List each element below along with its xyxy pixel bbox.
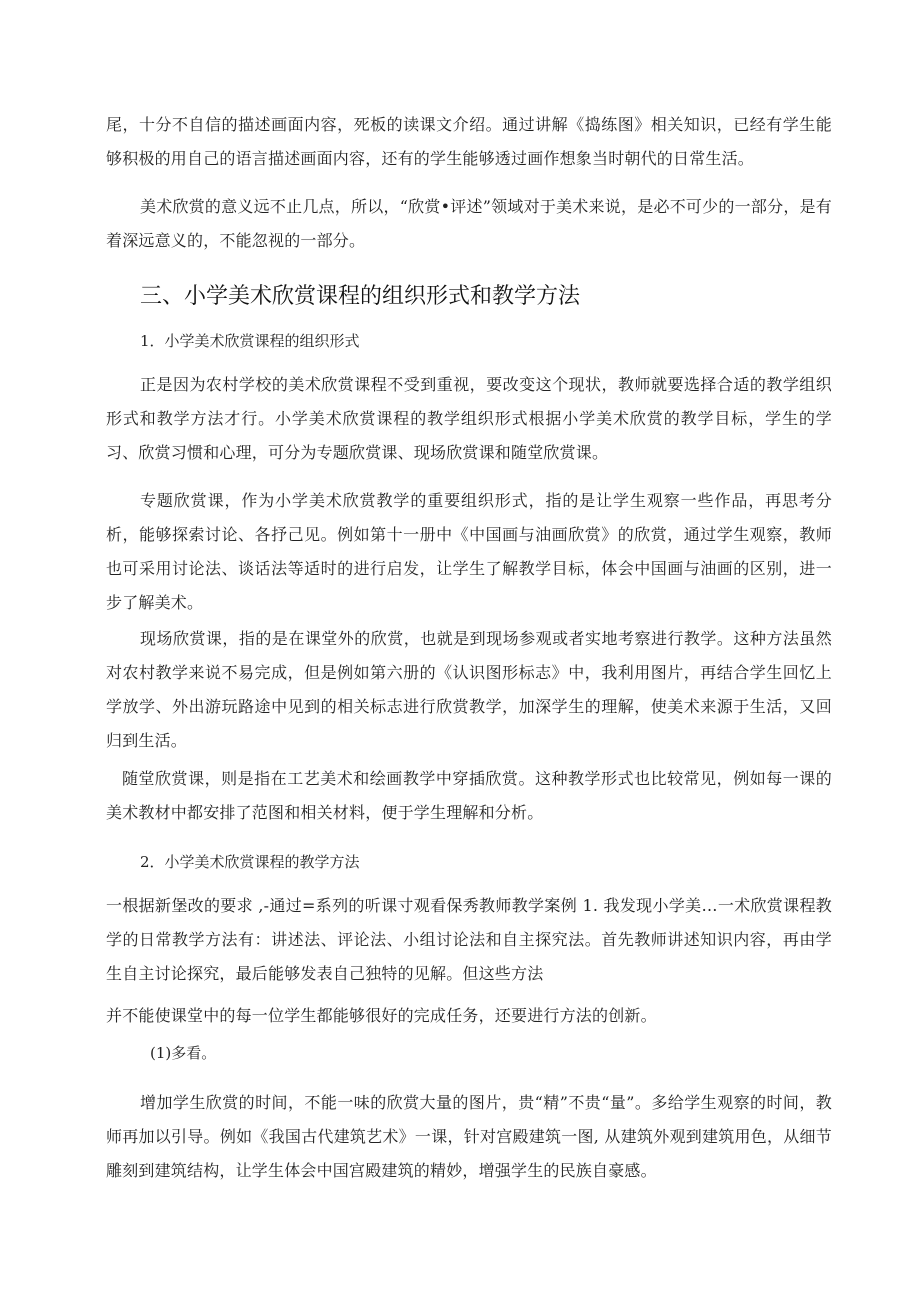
subheading-organization-forms: 1．小学美术欣赏课程的组织形式 <box>140 332 360 350</box>
paragraph-organization-intro: 正是因为农村学校的美术欣赏课程不受到重视，要改变这个现状，教师就要选择合适的教学组织形式和教学方法才行。小学美术欣赏课程的教学组织形式根据小学美术欣赏的教学目标，学生的学习、欣赏习惯和心理，可分为专题欣赏课、现场欣赏课和随堂欣赏课。 <box>106 375 832 462</box>
paragraph-continuation: 尾，十分不自信的描述画面内容，死板的读课文介绍。通过讲解《捣练图》相关知识，已经有学生能够积极的用自己的语言描述画面内容，还有的学生能够透过画作想象当时朝代的日常生活。 <box>106 115 832 168</box>
section-heading-3: 三、小学美术欣赏课程的组织形式和教学方法 <box>140 284 581 309</box>
paragraph-thematic-class: 专题欣赏课，作为小学美术欣赏教学的重要组织形式，指的是让学生观察一些作品，再思考分析，能够探索讨论、各抒己见。例如第十一册中《中国画与油画欣赏》的欣赏，通过学生观察，教师也可采用讨论法、谈话法等适时的进行启发，让学生了解教学目标，体会中国画与油画的区别，进一步了解美术。 <box>106 491 832 612</box>
paragraph-onsite-class: 现场欣赏课，指的是在课堂外的欣赏，也就是到现场参观或者实地考察进行教学。这种方法虽然对农村教学来说不易完成，但是例如第六册的《认识图形标志》中，我利用图片，再结合学生回忆上学放学、外出游玩路途中见到的相关标志进行欣赏教学，加深学生的理解，使美术来源于生活，又回归到生活。 <box>106 629 832 750</box>
paragraph-methods-innovation: 并不能使课堂中的每一位学生都能够很好的完成任务，还要进行方法的创新。 <box>106 1006 657 1025</box>
paragraph-inclass-class: 随堂欣赏课，则是指在工艺美术和绘画教学中穿插欣赏。这种教学形式也比较常见，例如每一课的美术教材中都安排了范图和相关材料，便于学生理解和分析。 <box>106 769 832 822</box>
paragraph-significance: 美术欣赏的意义远不止几点，所以，“欣赏•评述”领域对于美术来说，是必不可少的一部分，是有着深远意义的，不能忽视的一部分。 <box>106 197 832 250</box>
paragraph-look-more-detail: 增加学生欣赏的时间，不能一味的欣赏大量的图片，贵“精”不贵“量”。多给学生观察的时间，教师再加以引导。例如《我国古代建筑艺术》一课，针对宫殿建筑一图, 从建筑外观到建筑用色，从细节雕刻到建筑结构，让学生体会中国宫殿建筑的精妙，增强学生的民族自豪感。 <box>106 1093 832 1180</box>
list-item-look-more: (1)多看。 <box>150 1044 217 1062</box>
paragraph-methods-intro: 一根据新堡改的要求 ,-通过=系列的听课寸观看保秀教师教学案例 1. 我发现小学美…一术欣赏课程教学的日常教学方法有：讲述法、评论法、小组讨论法和自主探究法。首先教师讲述知识内容，再由学生自主讨论探究，最后能够发表自己独特的见解。但这些方法 <box>106 896 832 983</box>
subheading-teaching-methods: 2．小学美术欣赏课程的教学方法 <box>140 853 360 871</box>
